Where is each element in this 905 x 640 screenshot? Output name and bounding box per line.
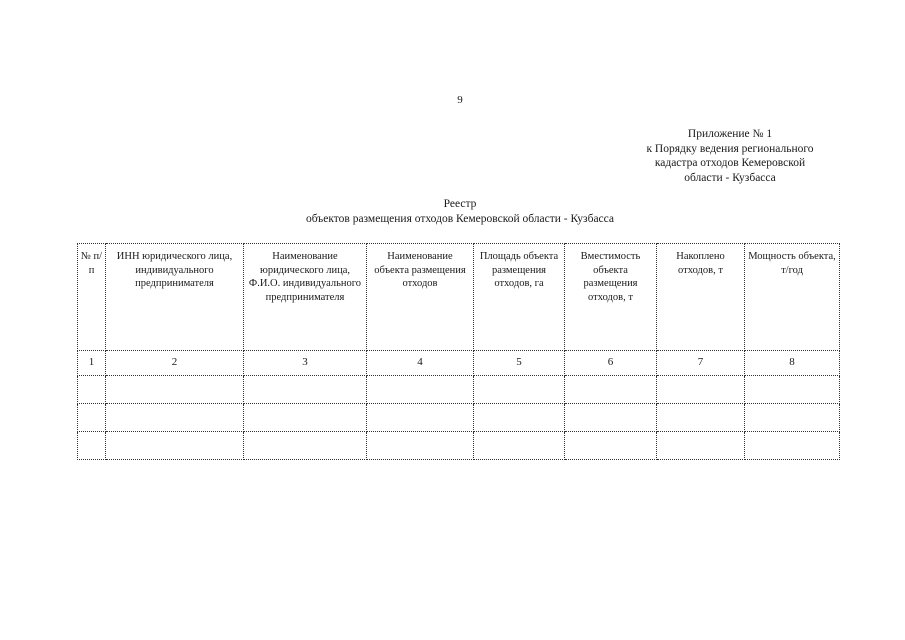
table-cell: [367, 432, 474, 460]
header-row: [78, 244, 840, 351]
table-row: [78, 432, 840, 460]
column-number-row: [78, 351, 840, 376]
column-number-cell: 1: [78, 351, 106, 376]
appendix-line: области - Кузбасса: [684, 171, 776, 184]
column-number-cell: 4: [367, 351, 474, 376]
table-row: [78, 404, 840, 432]
page-number: 9: [457, 94, 463, 106]
header-cell: Вместимость объекта размещения отходов, т: [565, 244, 657, 351]
table-cell: [106, 432, 244, 460]
table-cell: [657, 432, 745, 460]
registry-title-line2: объектов размещения отходов Кемеровской области - Кузбасса: [305, 213, 615, 225]
table-row: [78, 376, 840, 404]
header-cell: Наименование объекта размещения отходов: [367, 244, 474, 351]
table-cell: [78, 432, 106, 460]
registry-title: [200, 197, 720, 227]
table-cell: [474, 432, 565, 460]
table-cell: [106, 404, 244, 432]
table-cell: [244, 404, 367, 432]
table-cell: [367, 404, 474, 432]
table-cell: [565, 404, 657, 432]
table-cell: [106, 376, 244, 404]
column-number-cell: 3: [244, 351, 367, 376]
appendix-line: Приложение № 1: [687, 128, 773, 140]
column-number-cell: 8: [745, 351, 840, 376]
table-cell: [244, 432, 367, 460]
registry-table: [77, 243, 840, 460]
appendix-block: [600, 127, 860, 185]
table-cell: [565, 376, 657, 404]
table-cell: [474, 404, 565, 432]
header-cell: Площадь объекта размещения отходов, га: [474, 244, 565, 351]
column-number-cell: 7: [657, 351, 745, 376]
table-cell: [367, 376, 474, 404]
table-cell: [745, 376, 840, 404]
table-cell: [78, 376, 106, 404]
registry-title-line1: Реестр: [443, 198, 477, 210]
header-cell: Мощность объекта, т/год: [745, 244, 840, 351]
header-cell: № п/п: [78, 244, 106, 351]
column-number-cell: 6: [565, 351, 657, 376]
appendix-line: к Порядку ведения регионального: [646, 142, 814, 155]
column-number-cell: 5: [474, 351, 565, 376]
table-cell: [474, 376, 565, 404]
table-cell: [565, 432, 657, 460]
header-cell: Накоплено отходов, т: [657, 244, 745, 351]
table-cell: [78, 404, 106, 432]
header-cell: Наименование юридического лица, Ф.И.О. индивидуального предпринимателя: [244, 244, 367, 351]
table-cell: [657, 404, 745, 432]
header-cell: ИНН юридического лица, индивидуального предпринимателя: [106, 244, 244, 351]
table-cell: [745, 404, 840, 432]
table-cell: [745, 432, 840, 460]
table-cell: [657, 376, 745, 404]
column-number-cell: 2: [106, 351, 244, 376]
appendix-line: кадастра отходов Кемеровской: [654, 157, 806, 169]
table-cell: [244, 376, 367, 404]
